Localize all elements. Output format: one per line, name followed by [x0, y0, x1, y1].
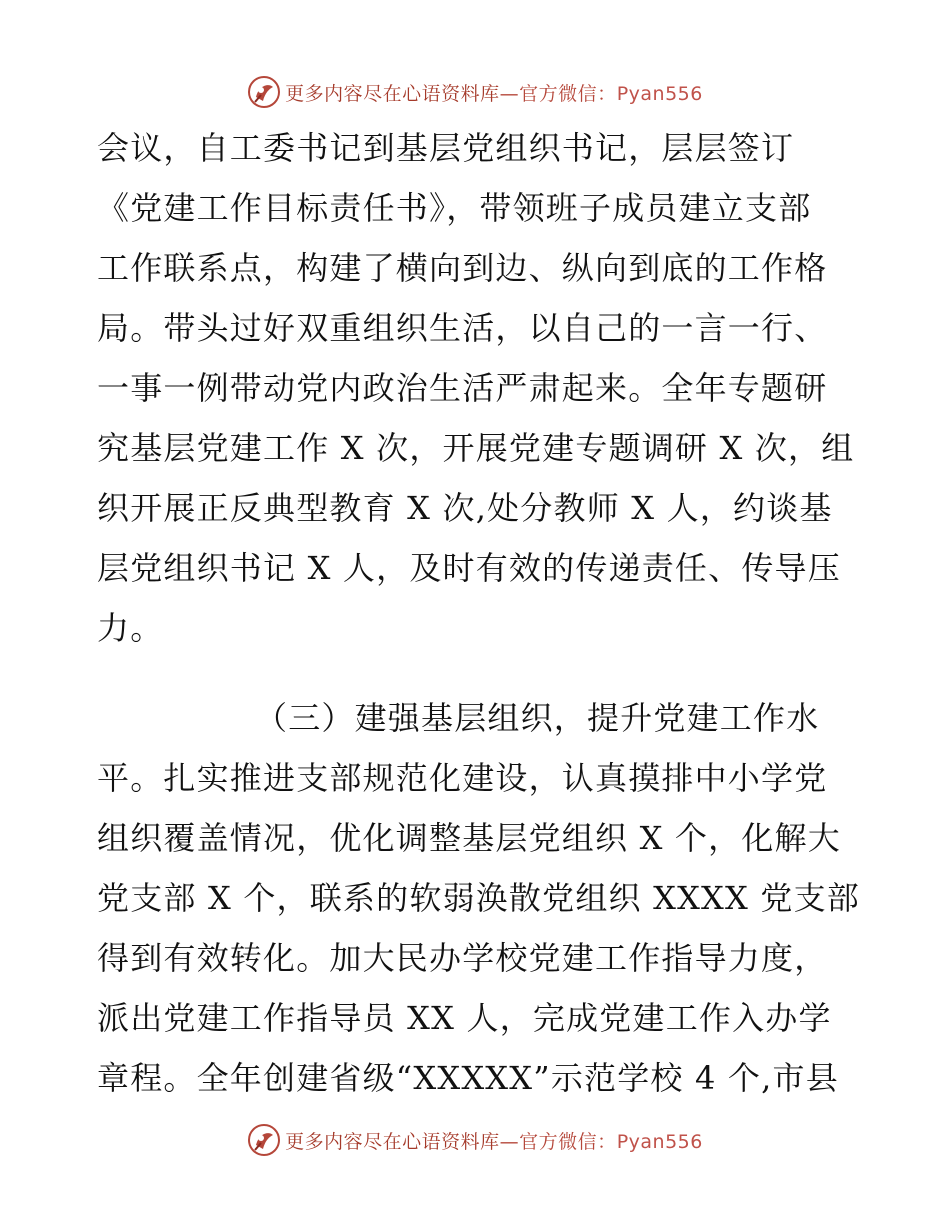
watermark-text: 更多内容尽在心语资料库	[285, 82, 500, 105]
watermark-wechat-id: Pyan556	[616, 82, 703, 105]
paragraph-1	[97, 118, 857, 658]
watermark-wechat-label: 官方微信：	[519, 82, 617, 105]
watermark-text: 更多内容尽在心语资料库	[285, 1130, 500, 1153]
text-line: 党支部 X 个，联系的软弱涣散党组织 XXXX 党支部	[97, 879, 860, 917]
flower-logo-icon	[247, 1123, 281, 1157]
watermark-separator: —	[499, 1130, 520, 1153]
text-line: 织开展正反典型教育 X 次,处分教师 X 人，约谈基	[97, 489, 833, 527]
text-line: 层党组织书记 X 人，及时有效的传递责任、传导压	[97, 549, 841, 587]
text-line: 一事一例带动党内政治生活严肃起来。全年专题研	[97, 369, 828, 407]
watermark-wechat-id: Pyan556	[616, 1130, 703, 1153]
text-line: 《党建工作目标责任书》，带领班子成员建立支部	[97, 189, 812, 227]
text-line: 工作联系点，构建了横向到边、纵向到底的工作格	[97, 249, 828, 287]
text-line: 派出党建工作指导员 XX 人，完成党建工作入办学	[97, 999, 832, 1037]
flower-logo-icon	[247, 75, 281, 109]
text-line: 平。扎实推进支部规范化建设，认真摸排中小学党	[97, 759, 828, 797]
header-watermark	[0, 72, 950, 112]
text-line: 组织覆盖情况，优化调整基层党组织 X 个，化解大	[97, 819, 841, 857]
text-line: 力。	[97, 609, 164, 647]
text-line: 局。带头过好双重组织生活，以自己的一言一行、	[97, 309, 828, 347]
watermark-separator: —	[499, 82, 520, 105]
paragraph-2	[97, 688, 860, 1108]
text-line: 会议，自工委书记到基层党组织书记，层层签订	[97, 129, 795, 167]
text-line: 章程。全年创建省级“XXXXX”示范学校 4 个,市县	[97, 1059, 839, 1097]
document-body	[97, 118, 860, 1108]
section-heading: （三）建强基层组织，提升党建工作水	[255, 699, 820, 737]
watermark-wechat-label: 官方微信：	[519, 1130, 617, 1153]
footer-watermark	[0, 1120, 950, 1160]
text-line: 得到有效转化。加大民办学校党建工作指导力度，	[97, 939, 828, 977]
text-line: 究基层党建工作 X 次，开展党建专题调研 X 次，组	[97, 429, 855, 467]
paragraph-spacer	[97, 658, 857, 688]
